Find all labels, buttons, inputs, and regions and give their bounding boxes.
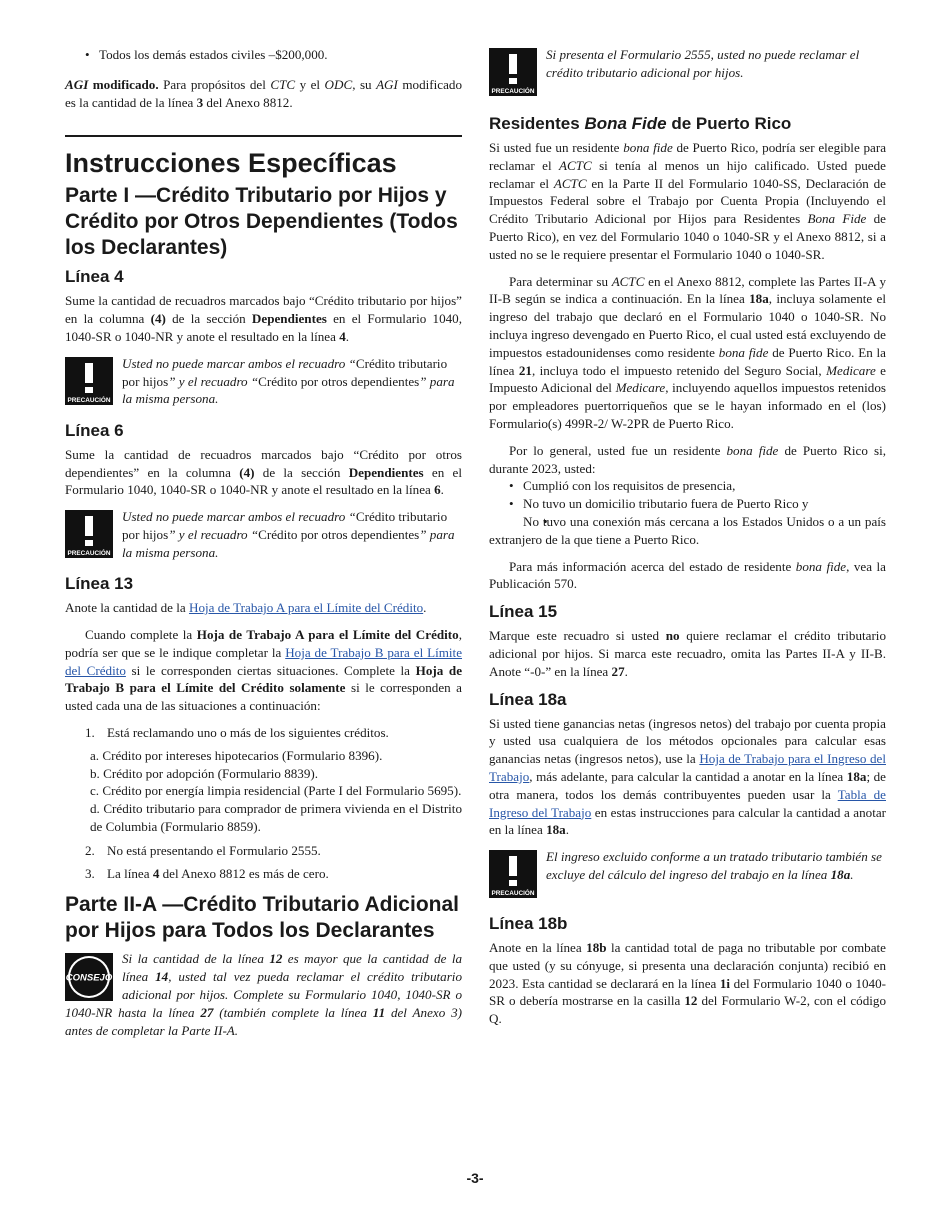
list-item: • No tuvo un domicilio tributario fuera de Puerto Rico y: [489, 495, 886, 513]
list-item: 1. Está reclamando uno o más de los siguientes créditos.: [85, 724, 389, 740]
bullet-other-filing-status: • Todos los demás estados civiles –$200,000.: [65, 46, 462, 64]
line18a-caution: [489, 848, 886, 902]
line6-caution: [65, 508, 462, 562]
list-item: c. Crédito por energía limpia residencial (Parte I del Formulario 5695).: [90, 783, 462, 799]
right-column: [489, 46, 886, 1037]
line18a-caution-text: El ingreso excluido conforme a un tratado tributario también se excluye del cálculo del ingreso del trabajo en la línea 18a.: [546, 849, 882, 882]
svg-text:CONSEJO: CONSEJO: [65, 972, 113, 984]
puerto-rico-paragraph1: Si usted fue un residente bona fide de Puerto Rico, podría ser elegible para reclamar el ACTC si tenía al menos un hijo calificado. Usted puede reclamar el ACTC en la Parte II del Formulario 1040-SS, Declaración de Impuestos Federal sobre el Trabajo por Cuenta Propia (Incluyendo el Crédito Tributario Adicional por Hijos para Residentes Bona Fide de Puerto Rico), en vez del Formulario 1040 o 1040-SR y el Anexo 8812, si a usted no se le requiere presentar el Formulario 1040 o 1040-SR.: [489, 140, 887, 262]
main-heading: Instrucciones Específicas: [65, 135, 462, 179]
line18b-text: Anote en la línea 18b la cantidad total de paga no tributable por combate que usted (y su cónyuge, si presenta una declaración conjunta) recibió en 2023. Esta cantidad se declarará en la línea 1i del Formulario 1040 o 1040-SR o debería mostrarse en la casilla 12 del Formulario W-2, con el código Q.: [489, 940, 886, 1027]
list-item: 3. La línea 4 del Anexo 8812 es más de cero.: [85, 865, 329, 881]
list-item: 2. No está presentando el Formulario 2555.: [85, 842, 321, 858]
line4-text: Sume la cantidad de recuadros marcados bajo “Crédito tributario por hijos” en la columna (4) de la sección Dependientes en el Formulario 1040, 1040-SR o 1040-NR y anote el resultado en la línea 4.: [65, 293, 462, 344]
line6-heading: Línea 6: [65, 420, 124, 440]
list-item: b. Crédito por adopción (Formulario 8839).: [90, 765, 319, 781]
worksheet-a-link[interactable]: Hoja de Trabajo A para el Límite del Crédito: [188, 600, 424, 616]
puerto-rico-heading: Residentes Bona Fide de Puerto Rico: [489, 114, 792, 133]
line15-text: Marque este recuadro si usted no quiere reclamar el crédito tributario adicional por hijos. Si marca este recuadro, omita las Partes II-A y II-B. Anote “-0-” en la línea 27.: [489, 628, 886, 679]
caution-icon: [65, 357, 113, 405]
form2555-caution: [489, 46, 886, 100]
line4-heading: Línea 4: [65, 267, 124, 287]
earned-income-table-link[interactable]: Tabla de Ingreso del Trabajo: [489, 786, 886, 820]
part2a-heading: Parte II-A —Crédito Tributario Adicional por Hijos para Todos los Declarantes: [65, 893, 459, 943]
page-number: -3-: [466, 1170, 484, 1186]
line18a-text: Si usted tiene ganancias netas (ingresos netos) del trabajo por cuenta propia y usted usa cualquiera de los métodos opcionales para calcular esas ganancias netas (ingresos netos), use la Hoja de Trabajo para el Ingreso del Trabajo, más adelante, para calcular la cantidad a anotar en la línea 18a; de otra manera, todos los demás contribuyentes pueden usar la Tabla de Ingreso del Trabajo en estas instrucciones para calcular la cantidad a anotar en la línea 18a.: [489, 715, 887, 838]
tip-icon: [65, 953, 113, 1001]
line4-caution-text: Usted no puede marcar ambos el recuadro “Crédito tributario por hijos” y el recuadro “Crédito por otros dependientes” para la misma persona.: [122, 355, 455, 407]
part2a-tip: CONSEJO Si la cantidad de la línea 12 es mayor que la cantidad de la línea 14, usted tal vez pueda reclamar el crédito tributario adicional por hijos. Complete su Formulario 1040, 1040-SR o 1040-NR hasta la línea 27 (también complete la línea 11 del Anexo 3) antes de completar la Parte II-A.: [65, 951, 463, 1038]
form2555-caution-text: Si presenta el Formulario 2555, usted no puede reclamar el crédito tributario adicional por hijos.: [546, 47, 860, 80]
line13-heading: Línea 13: [65, 574, 134, 594]
svg-text:PRECAUCIÓN: PRECAUCIÓN: [491, 88, 535, 95]
line15-heading: Línea 15: [489, 602, 558, 622]
list-item: a. Crédito por intereses hipotecarios (Formulario 8396).: [90, 747, 383, 763]
list-item: d. Crédito tributario para comprador de primera vivienda en el Distrito de Columbia (Formulario 8859).: [90, 801, 462, 834]
line13-text: Anote la cantidad de la Hoja de Trabajo A para el Límite del Crédito.: [65, 600, 427, 616]
line6-caution-text: Usted no puede marcar ambos el recuadro “Crédito tributario por hijos” y el recuadro “Crédito por otros dependientes” para la misma persona.: [122, 509, 455, 560]
puerto-rico-paragraph2: Para determinar su ACTC en el Anexo 8812, complete las Partes II-A y II-B según se indica a continuación. En la línea 18a, incluya solamente el ingreso del trabajo que declaró en el Formulario 1040 o 1040-SR. No incluya ingreso devengado en Puerto Rico, el cual usted está excluyendo de impuestos estadounidenses como residente bona fide de Puerto Rico. En la línea 21, incluya todo el impuesto retenido del Seguro Social, Medicare e Impuesto Adicional del Medicare, incluyendo aquellos impuestos retenidos por empleadores puertorriqueños que se le hayan informado en el (los) Formulario(s) 499R-2/ W-2PR de Puerto Rico.: [489, 273, 886, 431]
caution-icon: [65, 510, 113, 558]
puerto-rico-paragraph3: Por lo general, usted fue un residente bona fide de Puerto Rico si, durante 2023, usted:: [489, 442, 886, 476]
puerto-rico-paragraph4: Para más información acerca del estado de residente bona fide, vea la Publicación 570.: [489, 558, 886, 592]
part1-heading: Parte I —Crédito Tributario por Hijos y Crédito por Otros Dependientes (Todos los Declarantes): [65, 184, 458, 260]
svg-text:PRECAUCIÓN: PRECAUCIÓN: [67, 550, 111, 558]
credit-sublist: [65, 747, 462, 836]
line13-paragraph2: Cuando complete la Hoja de Trabajo A para el Límite del Crédito, podría ser que se le indique completar la Hoja de Trabajo B para el Límite del Crédito si le corresponden ciertas situaciones. Complete la Hoja de Trabajo B para el Límite del Crédito solamente si le corresponden a usted cada una de las situaciones a continuación:: [65, 626, 463, 714]
line18b-heading: Línea 18b: [489, 914, 568, 934]
worksheet-b-link[interactable]: Hoja de Trabajo B para el Límite del Crédito: [65, 644, 463, 678]
line4-caution: [65, 355, 462, 409]
caution-icon: [489, 48, 537, 96]
svg-text:PRECAUCIÓN: PRECAUCIÓN: [67, 396, 111, 404]
line18a-heading: Línea 18a: [489, 689, 567, 709]
svg-text:PRECAUCIÓN: PRECAUCIÓN: [491, 890, 535, 898]
line6-text: Sume la cantidad de recuadros marcados bajo “Crédito por otros dependientes” en la columna (4) de la sección Dependientes en el Formulario 1040, 1040-SR o 1040-NR y anote el resultado en la línea 6.: [65, 446, 462, 498]
caution-icon: [489, 850, 537, 898]
modified-agi-paragraph: AGI modificado. Para propósitos del CTC y el ODC, su AGI modificado es la cantidad de la línea 3 del Anexo 8812.: [65, 76, 462, 110]
list-item: • No tuvo una conexión más cercana a los Estados Unidos o a un país extranjero de la que tiene a Puerto Rico.: [489, 513, 886, 549]
left-column: [65, 46, 462, 1049]
earned-income-worksheet-link[interactable]: Hoja de Trabajo para el Ingreso del Trabajo: [489, 751, 886, 784]
list-item: • Cumplió con los requisitos de presencia,: [489, 477, 886, 495]
residency-bullets: [489, 477, 886, 548]
